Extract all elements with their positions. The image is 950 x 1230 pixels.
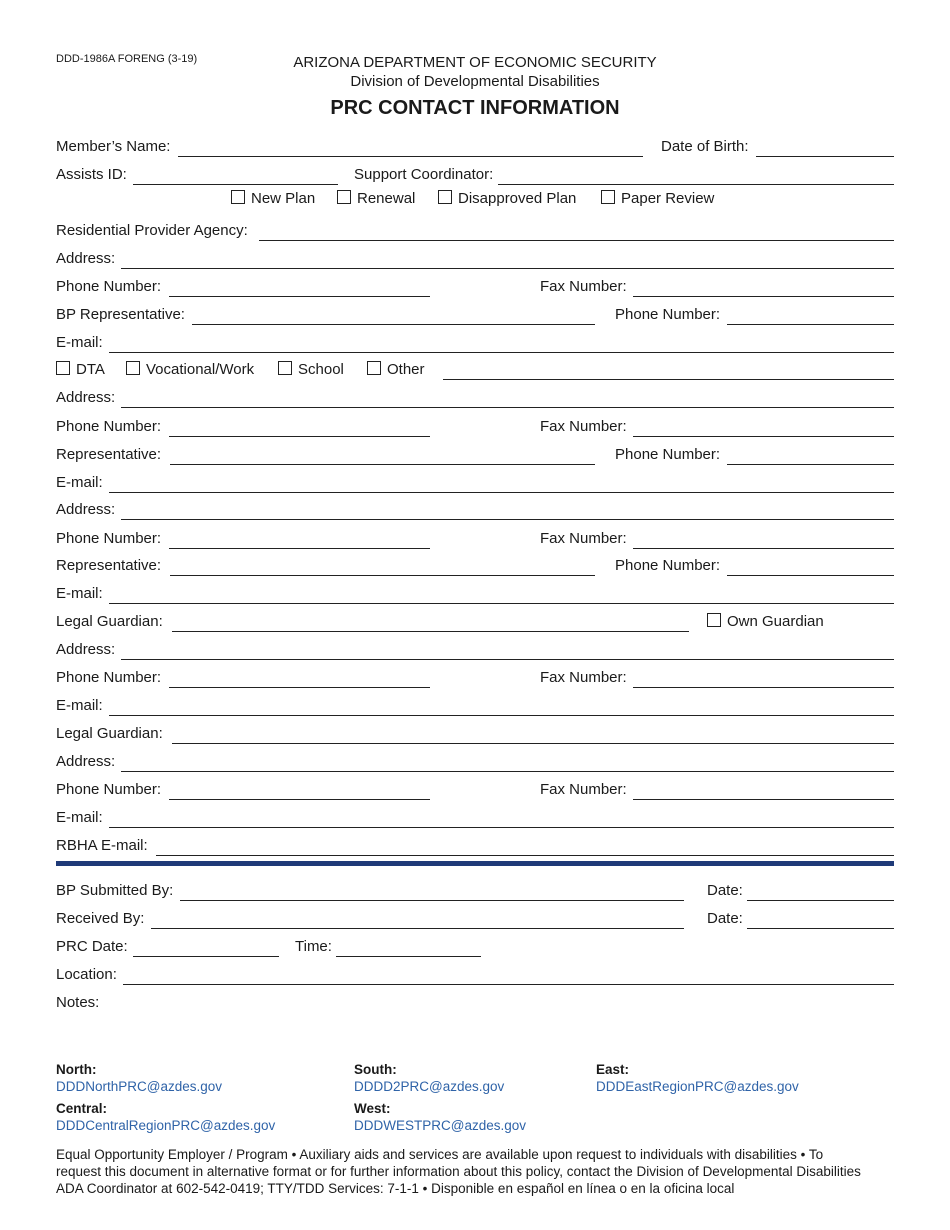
- email-label: E-mail:: [56, 697, 103, 714]
- vocational-label: Vocational/Work: [146, 361, 255, 378]
- guardian2-email-row: [56, 809, 894, 831]
- guardian1-email-field[interactable]: [109, 715, 894, 716]
- dta-checkbox[interactable]: [56, 361, 105, 378]
- rep-phone-label: Phone Number:: [615, 446, 721, 463]
- footer-line: Equal Opportunity Employer / Program • Auxiliary aids and services are available upon request to individuals with disabilities • To: [56, 1147, 824, 1162]
- rep-phone-label: Phone Number:: [615, 557, 721, 574]
- rbha-email-row: [56, 837, 894, 859]
- residential-phone-row: [56, 278, 894, 300]
- provider2-email-row: [56, 585, 894, 607]
- region-email-link[interactable]: DDDEastRegionPRC@azdes.gov: [596, 1079, 799, 1094]
- guardian1-email-row: [56, 697, 894, 719]
- form-code: DDD-1986A FORENG (3-19): [56, 53, 198, 65]
- representative-label: Representative:: [56, 446, 162, 463]
- residential-email-row: [56, 334, 894, 356]
- region-email-link[interactable]: DDDCentralRegionPRC@azdes.gov: [56, 1118, 276, 1133]
- dob-field[interactable]: [756, 156, 894, 157]
- provider1-phone-row: [56, 418, 894, 440]
- email-label: E-mail:: [56, 474, 103, 491]
- address-label: Address:: [56, 389, 116, 406]
- dta-label: DTA: [76, 361, 105, 378]
- own-guardian-label: Own Guardian: [727, 613, 824, 630]
- region-west: [354, 1100, 526, 1134]
- phone-label: Phone Number:: [56, 781, 162, 798]
- region-email-link[interactable]: DDDNorthPRC@azdes.gov: [56, 1079, 223, 1094]
- assists-id-label: Assists ID:: [56, 166, 127, 183]
- guardian1-address-field[interactable]: [121, 659, 894, 660]
- region-central: [56, 1100, 275, 1134]
- address-label: Address:: [56, 250, 116, 267]
- checkbox-box[interactable]: [438, 190, 452, 204]
- notes-label: Notes:: [56, 994, 100, 1011]
- bp-submitted-row: [56, 882, 894, 904]
- guardian2-row: [56, 725, 894, 747]
- guardian2-address-row: [56, 753, 894, 775]
- dob-label: Date of Birth:: [661, 138, 749, 155]
- member-name-label: Member’s Name:: [56, 138, 171, 155]
- email-label: E-mail:: [56, 334, 103, 351]
- agency-header: [0, 53, 950, 91]
- checkbox-box[interactable]: [278, 361, 292, 375]
- bp-submitted-date-field[interactable]: [747, 900, 894, 901]
- legal-guardian-label: Legal Guardian:: [56, 613, 163, 630]
- date-label: Date:: [707, 882, 743, 899]
- checkbox-box[interactable]: [56, 361, 70, 375]
- footer-line: request this document in alternative format or for further information about this policy, contact the Division of Developmental Disabilities: [56, 1164, 861, 1179]
- provider1-fax-field[interactable]: [633, 436, 894, 437]
- new-plan-checkbox[interactable]: [231, 190, 315, 207]
- representative-label: Representative:: [56, 557, 162, 574]
- renewal-label: Renewal: [357, 190, 416, 207]
- phone-label: Phone Number:: [56, 669, 162, 686]
- provider1-address-row: [56, 389, 894, 411]
- paper-review-checkbox[interactable]: [601, 190, 714, 207]
- assists-id-field[interactable]: [133, 184, 338, 185]
- division-name: Division of Developmental Disabilities: [350, 73, 600, 90]
- guardian1-field[interactable]: [172, 631, 689, 632]
- email-label: E-mail:: [56, 585, 103, 602]
- provider2-phone-field[interactable]: [169, 548, 430, 549]
- email-label: E-mail:: [56, 809, 103, 826]
- phone-label: Phone Number:: [56, 278, 162, 295]
- received-by-field[interactable]: [151, 928, 684, 929]
- fax-label: Fax Number:: [540, 669, 627, 686]
- address-label: Address:: [56, 641, 116, 658]
- residential-address-row: [56, 250, 894, 272]
- provider1-rep-field[interactable]: [170, 464, 595, 465]
- notes-row: [56, 994, 894, 1016]
- provider1-email-row: [56, 474, 894, 496]
- new-plan-label: New Plan: [251, 190, 316, 207]
- bp-rep-phone-field[interactable]: [727, 324, 894, 325]
- time-field[interactable]: [336, 956, 481, 957]
- guardian2-fax-field[interactable]: [633, 799, 894, 800]
- phone-label: Phone Number:: [56, 530, 162, 547]
- plan-type-row: [56, 190, 894, 212]
- checkbox-box[interactable]: [126, 361, 140, 375]
- guardian1-address-row: [56, 641, 894, 663]
- assists-row: [56, 166, 894, 188]
- provider2-rep-field[interactable]: [170, 575, 595, 576]
- guardian2-email-field[interactable]: [109, 827, 894, 828]
- region-email-link[interactable]: DDDWESTPRC@azdes.gov: [354, 1118, 526, 1133]
- region-name: Central:: [56, 1101, 108, 1116]
- address-label: Address:: [56, 753, 116, 770]
- residential-agency-label: Residential Provider Agency:: [56, 222, 248, 239]
- guardian1-row: [56, 613, 894, 635]
- guardian1-fax-field[interactable]: [633, 687, 894, 688]
- provider1-rep-row: [56, 446, 894, 468]
- own-guardian-checkbox[interactable]: [707, 613, 824, 630]
- provider2-email-field[interactable]: [109, 603, 894, 604]
- bp-submitted-label: BP Submitted By:: [56, 882, 174, 899]
- checkbox-box[interactable]: [601, 190, 615, 204]
- region-south: [354, 1061, 504, 1095]
- residential-fax-field[interactable]: [633, 296, 894, 297]
- other-checkbox[interactable]: [367, 361, 425, 378]
- received-date-field[interactable]: [747, 928, 894, 929]
- address-label: Address:: [56, 501, 116, 518]
- support-coordinator-label: Support Coordinator:: [354, 166, 494, 183]
- day-type-row: [56, 361, 894, 383]
- region-email-link[interactable]: DDDD2PRC@azdes.gov: [354, 1079, 505, 1094]
- provider1-address-field[interactable]: [121, 407, 894, 408]
- provider2-phone-row: [56, 530, 894, 552]
- checkbox-box[interactable]: [707, 613, 721, 627]
- received-by-label: Received By:: [56, 910, 145, 927]
- guardian1-phone-row: [56, 669, 894, 691]
- guardian1-phone-field[interactable]: [169, 687, 430, 688]
- prc-date-field[interactable]: [133, 956, 279, 957]
- provider2-address-row: [56, 501, 894, 523]
- location-row: [56, 966, 894, 988]
- disapproved-plan-label: Disapproved Plan: [458, 190, 577, 207]
- paper-review-label: Paper Review: [621, 190, 715, 207]
- member-name-row: [56, 138, 894, 160]
- bp-representative-row: [56, 306, 894, 328]
- footer-line: ADA Coordinator at 602-542-0419; TTY/TDD Services: 7-1-1 • Disponible en español en línea o en la oficina local: [56, 1181, 735, 1196]
- residential-email-field[interactable]: [109, 352, 894, 353]
- vocational-checkbox[interactable]: [126, 361, 254, 378]
- bp-representative-label: BP Representative:: [56, 306, 185, 323]
- residential-agency-row: [56, 222, 894, 244]
- residential-agency-field[interactable]: [259, 240, 894, 241]
- provider2-address-field[interactable]: [121, 519, 894, 520]
- agency-name: ARIZONA DEPARTMENT OF ECONOMIC SECURITY: [293, 54, 657, 71]
- prc-date-row: [56, 938, 894, 960]
- bp-submitted-field[interactable]: [180, 900, 684, 901]
- residential-phone-field[interactable]: [169, 296, 430, 297]
- guardian2-address-field[interactable]: [121, 771, 894, 772]
- guardian2-phone-row: [56, 781, 894, 803]
- provider2-rep-row: [56, 557, 894, 579]
- rep-phone-label: Phone Number:: [615, 306, 721, 323]
- provider1-rep-phone-field[interactable]: [727, 464, 894, 465]
- provider2-fax-field[interactable]: [633, 548, 894, 549]
- date-label: Date:: [707, 910, 743, 927]
- rbha-email-label: RBHA E-mail:: [56, 837, 148, 854]
- location-label: Location:: [56, 966, 117, 983]
- page-title: PRC CONTACT INFORMATION: [330, 97, 620, 119]
- fax-label: Fax Number:: [540, 781, 627, 798]
- region-name: West:: [354, 1101, 391, 1116]
- member-name-field[interactable]: [178, 156, 643, 157]
- school-checkbox[interactable]: [278, 361, 344, 378]
- received-row: [56, 910, 894, 932]
- support-coordinator-field[interactable]: [498, 184, 894, 185]
- fax-label: Fax Number:: [540, 418, 627, 435]
- other-label: Other: [387, 361, 425, 378]
- residential-address-field[interactable]: [121, 268, 894, 269]
- guardian2-field[interactable]: [172, 743, 894, 744]
- provider2-rep-phone-field[interactable]: [727, 575, 894, 576]
- phone-label: Phone Number:: [56, 418, 162, 435]
- provider1-email-field[interactable]: [109, 492, 894, 493]
- checkbox-box[interactable]: [337, 190, 351, 204]
- school-label: School: [298, 361, 344, 378]
- footer-notice: [56, 1146, 896, 1197]
- guardian2-phone-field[interactable]: [169, 799, 430, 800]
- checkbox-box[interactable]: [367, 361, 381, 375]
- prc-date-label: PRC Date:: [56, 938, 128, 955]
- fax-label: Fax Number:: [540, 278, 627, 295]
- other-field[interactable]: [443, 379, 894, 380]
- legal-guardian-label: Legal Guardian:: [56, 725, 163, 742]
- fax-label: Fax Number:: [540, 530, 627, 547]
- region-name: North:: [56, 1062, 97, 1077]
- time-label: Time:: [295, 938, 332, 955]
- location-field[interactable]: [123, 984, 894, 985]
- disapproved-plan-checkbox[interactable]: [438, 190, 576, 207]
- region-name: East:: [596, 1062, 630, 1077]
- section-divider: [56, 861, 894, 866]
- region-east: [596, 1061, 799, 1095]
- region-name: South:: [354, 1062, 397, 1077]
- rbha-email-field[interactable]: [156, 855, 894, 856]
- provider1-phone-field[interactable]: [169, 436, 430, 437]
- bp-representative-field[interactable]: [192, 324, 595, 325]
- renewal-checkbox[interactable]: [337, 190, 415, 207]
- checkbox-box[interactable]: [231, 190, 245, 204]
- region-north: [56, 1061, 222, 1095]
